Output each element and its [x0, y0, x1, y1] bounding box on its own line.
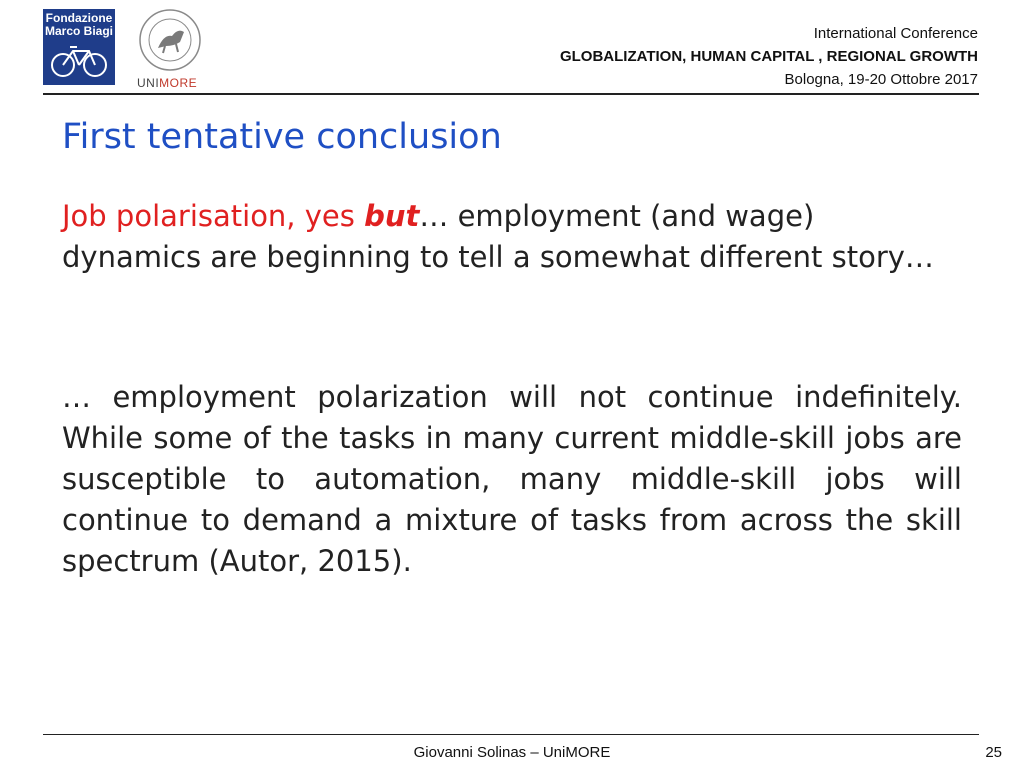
foundation-logo-line2: Marco Biagi — [44, 24, 113, 38]
intro-lead: Job polarisation, yes — [62, 199, 355, 233]
footer-author: Giovanni Solinas – UniMORE — [413, 744, 611, 761]
university-suffix: MORE — [159, 76, 198, 90]
conference-label: International Conference — [813, 25, 978, 42]
university-prefix: UNI — [137, 76, 160, 90]
slide-title: First tentative conclusion — [62, 117, 502, 157]
conference-header — [560, 22, 978, 91]
footer-divider — [43, 734, 979, 735]
foundation-logo-line1: Fondazione — [45, 11, 113, 25]
header-divider — [43, 93, 979, 95]
university-wordmark — [137, 76, 197, 90]
quote-paragraph: … employment polarization will not continue indefinitely. While some of the tasks in many current middle-skill jobs are susceptible to automation, many middle-skill jobs will continue to demand a mixture of tasks from across the skill spectrum (Autor, 2015). — [62, 380, 962, 578]
intro-paragraph — [62, 196, 942, 278]
page-number: 25 — [985, 744, 1002, 761]
intro-emphasis: but — [364, 199, 420, 233]
conference-title: GLOBALIZATION, HUMAN CAPITAL , REGIONAL GROWTH — [559, 48, 978, 65]
foundation-logo — [43, 9, 115, 85]
conference-venue-date: Bologna, 19-20 Ottobre 2017 — [784, 71, 978, 88]
bicycle-icon — [49, 43, 109, 79]
university-seal-icon — [138, 8, 202, 72]
intro-rest: … employment (and wage) dynamics are beginning to tell a somewhat different story… — [62, 199, 934, 274]
